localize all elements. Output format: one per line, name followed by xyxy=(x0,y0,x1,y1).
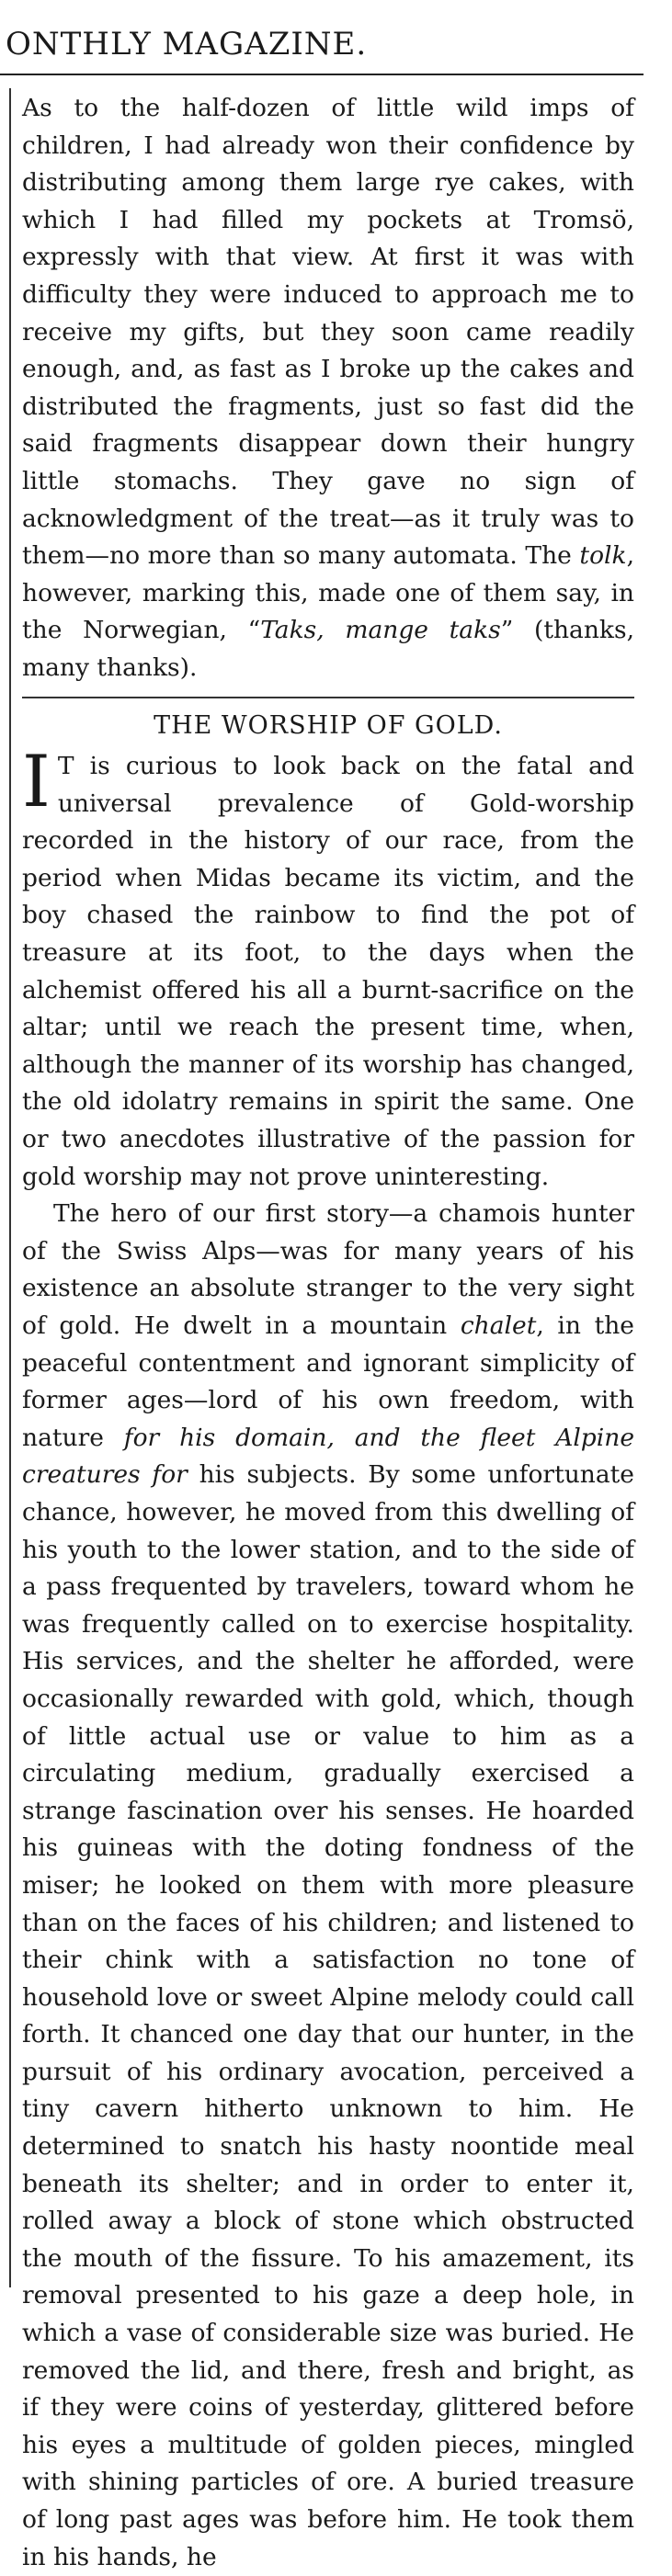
text-run: As to the half-dozen of little wild imps of children, I had already won their confidence by distributing among them large rye cakes, with which I had filled my pockets at Tromsö, expressly with that view. At first it was with difficulty they were induced to approach me to receive my gifts, but they soon came readily enough, and, as fast as I broke up the cakes and distributed the fragments, just so fast did the said fragments disappear down their hungry little stomachs. They gave no sign of acknowledgment of the treat—as it truly was to them—no more than so many automata. The xyxy=(22,94,634,571)
article-paragraph xyxy=(22,1196,634,2576)
italic-run: for his domain, and the fleet Alpine creatures for xyxy=(22,1423,634,1490)
text-run: , in the peaceful contentment and ignorant simplicity of former ages—lord of his own freedom, with nature xyxy=(22,1311,634,1452)
drop-cap: I xyxy=(22,741,51,824)
text-run: his subjects. By some unfortunate chance, however, he moved from this dwelling of his youth to the lower station, and to the side of a pass frequented by travelers, toward whom he was frequently called on to exercise hospitality. His services, and the shelter he afforded, were occasionally rewarded with gold, which, though of little actual use or value to him as a circulating medium, gradually exercised a strange fascination over his senses. He hoarded his guineas with the doting fondness of the miser; he looked on them with more pleasure than on the faces of his children; and listened to their chink with a satisfaction no tone of household love or sweet Alpine melody could call forth. It chanced one day that our hunter, in the pursuit of his ordinary avocation, perceived a tiny cavern hitherto unknown to him. He determined to snatch his hasty noontide meal beneath its shelter; and in order to enter it, rolled away a block of stone which obstructed the mouth of the fissure. To his amazement, its removal presented to his gaze a deep hole, in which a vase of considerable size was buried. He removed the lid, and there, fresh and bright, as if they were coins of yesterday, glittered before his eyes a multitude of golden pieces, mingled with shining particles of ore. A buried treasure of long past ages was before him. He took them in his hands, he xyxy=(22,1460,634,2571)
story-continuation-paragraph xyxy=(22,90,634,687)
running-head: ONTHLY MAGAZINE. xyxy=(6,26,368,62)
text-run: , however, marking this, made one of them say, in the Norwegian, “ xyxy=(22,541,634,645)
header-rule xyxy=(0,74,644,75)
article-paragraph xyxy=(22,741,634,1196)
page-body xyxy=(22,90,634,2576)
page-header xyxy=(0,0,672,85)
column-rule xyxy=(9,88,11,2287)
text-run: ” (thanks, many thanks). xyxy=(22,616,634,682)
article-title: THE WORSHIP OF GOLD. xyxy=(154,710,503,740)
italic-run: Taks, mange taks xyxy=(260,616,501,645)
italic-run: tolk xyxy=(579,541,627,571)
italic-run: chalet xyxy=(460,1311,537,1340)
text-run: T is curious to look back on the fatal and universal prevalence of Gold-worship recorded in the history of our race, from the period when Midas became its victim, and the boy chased the rainbow to find the pot of treasure at its foot, to the days when the alchemist offered his all a burnt-sacrifice on the altar; until we reach the present time, when, although the manner of its worship has changed, the old idolatry remains in spirit the same. One or two anecdotes illustrative of the passion for gold worship may not prove uninteresting. xyxy=(22,752,634,1191)
text-run: The hero of our first story—a chamois hunter of the Swiss Alps—was for many years of his existence an absolute stranger to the very sight of gold. He dwelt in a mountain xyxy=(22,1199,634,1340)
section-divider xyxy=(22,697,634,698)
